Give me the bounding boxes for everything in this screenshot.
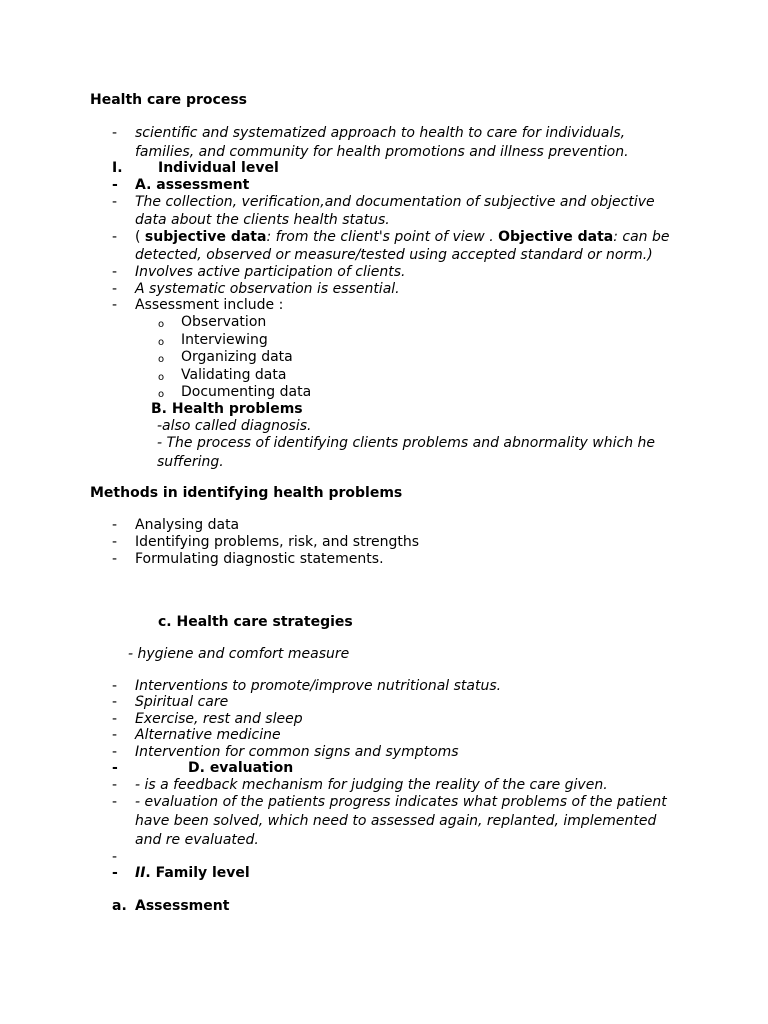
evaluation-item-2-line-2: have been solved, which need to assessed again, replanted, implemented xyxy=(135,813,657,829)
participation-text: Involves active participation of clients. xyxy=(135,264,406,280)
include-item-4: Validating data xyxy=(181,367,287,383)
document-title: Health care process xyxy=(90,92,248,108)
include-item-5: Documenting data xyxy=(181,384,312,400)
intro-line-2: families, and community for health promotions and illness prevention. xyxy=(135,144,629,160)
participation-marker: - xyxy=(112,264,118,280)
methods-item-1: Analysing data xyxy=(135,517,240,533)
subjective-line-1: ( subjective data: from the client's point of view . Objective data: can be xyxy=(135,229,670,245)
section-d-marker: - xyxy=(112,760,118,776)
section-b-line-2: - The process of identifying clients problems and abnormality which he xyxy=(157,435,656,451)
collection-marker: - xyxy=(112,194,118,210)
include-label: Assessment include : xyxy=(135,297,284,313)
methods-title: Methods in identifying health problems xyxy=(90,485,403,501)
section-b-line-3: suffering. xyxy=(157,454,224,470)
strategy-item-4: Alternative medicine xyxy=(135,727,281,743)
level2-roman: II xyxy=(135,865,146,881)
observation-essential-text: A systematic observation is essential. xyxy=(135,281,400,297)
objective-label: Objective data xyxy=(498,229,614,245)
section-c-sub: - hygiene and comfort measure xyxy=(128,646,350,662)
strategy-item-5: Intervention for common signs and symptoms xyxy=(135,744,459,760)
subjective-line-2: detected, observed or measure/tested using accepted standard or norm.) xyxy=(135,247,653,263)
section-b-title: B. Health problems xyxy=(151,401,303,417)
family-a-marker: a. xyxy=(112,898,127,914)
strategy-marker-2: - xyxy=(112,694,118,710)
section-b-line-1: -also called diagnosis. xyxy=(157,418,312,434)
include-bullet-4: o xyxy=(158,372,165,383)
section-c-title: c. Health care strategies xyxy=(158,614,353,630)
strategy-item-1: Interventions to promote/improve nutritional status. xyxy=(135,678,502,694)
strategy-item-2: Spiritual care xyxy=(135,694,229,710)
methods-marker-3: - xyxy=(112,551,118,567)
strategy-marker-4: - xyxy=(112,727,118,743)
evaluation-item-2-line-1: - evaluation of the patients progress indicates what problems of the patient xyxy=(135,794,667,810)
evaluation-marker-1: - xyxy=(112,777,118,793)
level2-heading xyxy=(135,865,250,882)
include-bullet-2: o xyxy=(158,337,165,348)
strategy-marker-3: - xyxy=(112,711,118,727)
evaluation-item-2-line-3: and re evaluated. xyxy=(135,832,259,848)
section-a-title: A. assessment xyxy=(135,177,250,193)
section-a-marker: - xyxy=(112,177,118,193)
strategy-marker-1: - xyxy=(112,678,118,694)
methods-item-3: Formulating diagnostic statements. xyxy=(135,551,384,567)
include-bullet-1: o xyxy=(158,319,165,330)
family-a-title: Assessment xyxy=(135,898,230,914)
subjective-label: subjective data xyxy=(144,229,267,245)
subjective-marker: - xyxy=(112,229,118,245)
level1-marker: I. xyxy=(112,160,123,176)
include-item-2: Interviewing xyxy=(181,332,268,348)
evaluation-marker-2: - xyxy=(112,794,118,810)
strategy-item-3: Exercise, rest and sleep xyxy=(135,711,303,727)
level2-marker: - xyxy=(112,865,118,881)
include-bullet-5: o xyxy=(158,389,165,400)
intro-marker: - xyxy=(112,125,118,141)
empty-marker: - xyxy=(112,849,118,865)
section-d-title: D. evaluation xyxy=(188,760,294,776)
methods-item-2: Identifying problems, risk, and strengths xyxy=(135,534,420,550)
level2-title: . Family level xyxy=(145,865,250,881)
evaluation-item-1: - is a feedback mechanism for judging the reality of the care given. xyxy=(135,777,608,793)
collection-line-2: data about the clients health status. xyxy=(135,212,390,228)
collection-line-1: The collection, verification,and documentation of subjective and objective xyxy=(135,194,655,210)
include-item-3: Organizing data xyxy=(181,349,293,365)
methods-marker-2: - xyxy=(112,534,118,550)
intro-line-1: scientific and systematized approach to health to care for individuals, xyxy=(135,125,626,141)
include-marker: - xyxy=(112,297,118,313)
include-bullet-3: o xyxy=(158,354,165,365)
observation-essential-marker: - xyxy=(112,281,118,297)
include-item-1: Observation xyxy=(181,314,267,330)
methods-marker-1: - xyxy=(112,517,118,533)
level1-title: Individual level xyxy=(158,160,279,176)
strategy-marker-5: - xyxy=(112,744,118,760)
